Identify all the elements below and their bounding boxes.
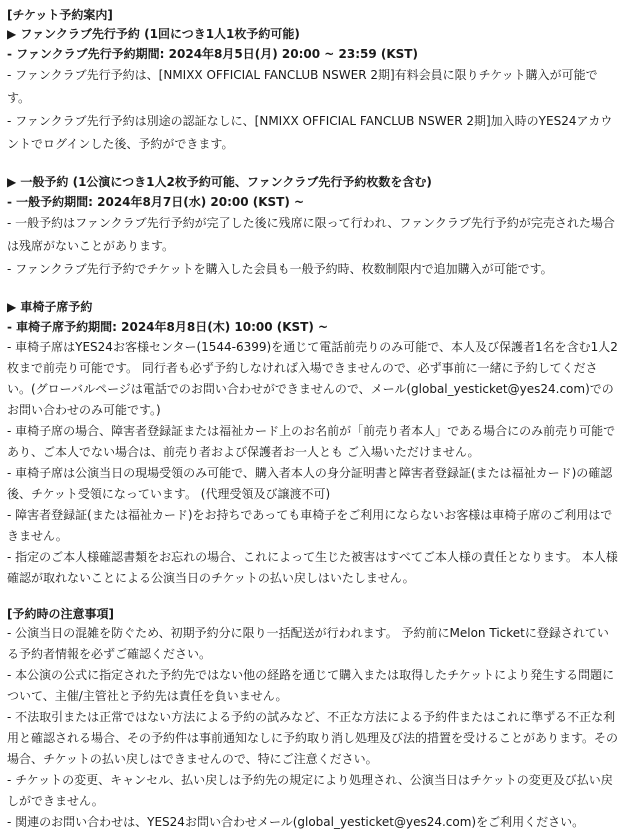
wheelchair-note-2: - 車椅子席の場合、障害者登録証または福祉カード上のお名前が「前売り者本人」である場合にのみ前売り可能であり、ご本人でない場合は、前売り者および保護者お一人とも ご入場いただけません。 <box>7 424 616 459</box>
general-note-1: - 一般予約はファンクラブ先行予約が完了した後に残席に限って行われ、ファンクラブ先行予約が完売された場合は残席がないことがあります。 <box>7 216 615 253</box>
caution-note-2: - 本公演の公式に指定された予約先ではない他の経路を通じて購入または取得したチケットにより発生する問題について、主催/主管社と予約先は責任を負いません。 <box>7 668 615 703</box>
general-sale-period: - 一般予約期間: 2024年8月7日(水) 20:00 (KST) ~ <box>7 195 305 209</box>
fanclub-note-1: - ファンクラブ先行予約は、[NMIXX OFFICIAL FANCLUB NSWER 2期]有料会員に限りチケット購入が可能です。 <box>7 68 598 105</box>
wheelchair-note-3: - 車椅子席は公演当日の現場受領のみ可能で、購入者本人の身分証明書と障害者登録証(または福祉カード)の確認後、チケット受領になっています。 (代理受領及び譲渡不可) <box>7 466 613 501</box>
wheelchair-note-5: - 指定のご本人様確認書類をお忘れの場合、これによって生じた被害はすべてご本人様の責任となります。 本人様確認が取れないことによる公演当日のチケットの払い戻しはいたしません。 <box>7 550 618 585</box>
wheelchair-period: - 車椅子席予約期間: 2024年8月8日(木) 10:00 (KST) ~ <box>7 320 329 334</box>
caution-note-4: - チケットの変更、キャンセル、払い戻しは予約先の規定により処理され、公演当日はチケットの変更及び払い戻しができません。 <box>7 773 613 808</box>
wheelchair-title: ▶ 車椅子席予約 <box>7 300 93 314</box>
ticket-guide-heading: [チケット予約案内] <box>7 8 113 22</box>
caution-note-5: - 関連のお問い合わせは、YES24お問い合わせメール(global_yesticket@yes24.com)をご利用ください。 <box>7 815 585 829</box>
fanclub-presale-title: ▶ ファンクラブ先行予約 (1回につき1人1枚予約可能) <box>7 27 300 41</box>
wheelchair-note-1: - 車椅子席はYES24お客様センター(1544-6399)を通じて電話前売りのみ可能で、本人及び保護者1名を含む1人2枚まで前売り可能です。 同行者も必ず予約しなければ入場できませんので、必ず事前に一緒に予約してください。(グローバルページは電話でのお問い合わせができませんので、メール(global_yesticket@yes24.com)でのお問い合わせのみ可能です。) <box>7 340 618 417</box>
wheelchair-note-4: - 障害者登録証(または福祉カード)をお持ちであっても車椅子をご利用にならないお客様は車椅子席のご利用はできません。 <box>7 508 613 543</box>
spacer <box>7 156 620 172</box>
general-note-2: - ファンクラブ先行予約でチケットを購入した会員も一般予約時、枚数制限内で追加購入が可能です。 <box>7 262 553 276</box>
fanclub-presale-period: - ファンクラブ先行予約期間: 2024年8月5日(月) 20:00 ~ 23:59 (KST) <box>7 47 418 61</box>
general-sale-title: ▶ 一般予約 (1公演につき1人2枚予約可能、ファンクラブ先行予約枚数を含む) <box>7 175 432 189</box>
caution-heading: [予約時の注意事項] <box>7 607 114 621</box>
spacer <box>7 281 620 297</box>
fanclub-note-2: - ファンクラブ先行予約は別途の認証なしに、[NMIXX OFFICIAL FANCLUB NSWER 2期]加入時のYES24アカウントでログインした後、予約ができます。 <box>7 114 613 151</box>
caution-note-1: - 公演当日の混雑を防ぐため、初期予約分に限り一括配送が行われます。 予約前にMelon Ticketに登録されている予約者情報を必ずご確認ください。 <box>7 626 609 661</box>
caution-note-3: - 不法取引または正常ではない方法による予約の試みなど、不正な方法による予約件またはこれに準ずる不正な利用と確認される場合、その予約件は事前通知なしに予約取り消し処理及び法的措置を受けることがあります。その場合、チケットの払い戻しはできませんので、特にご注意ください。 <box>7 710 619 766</box>
spacer <box>7 589 620 605</box>
